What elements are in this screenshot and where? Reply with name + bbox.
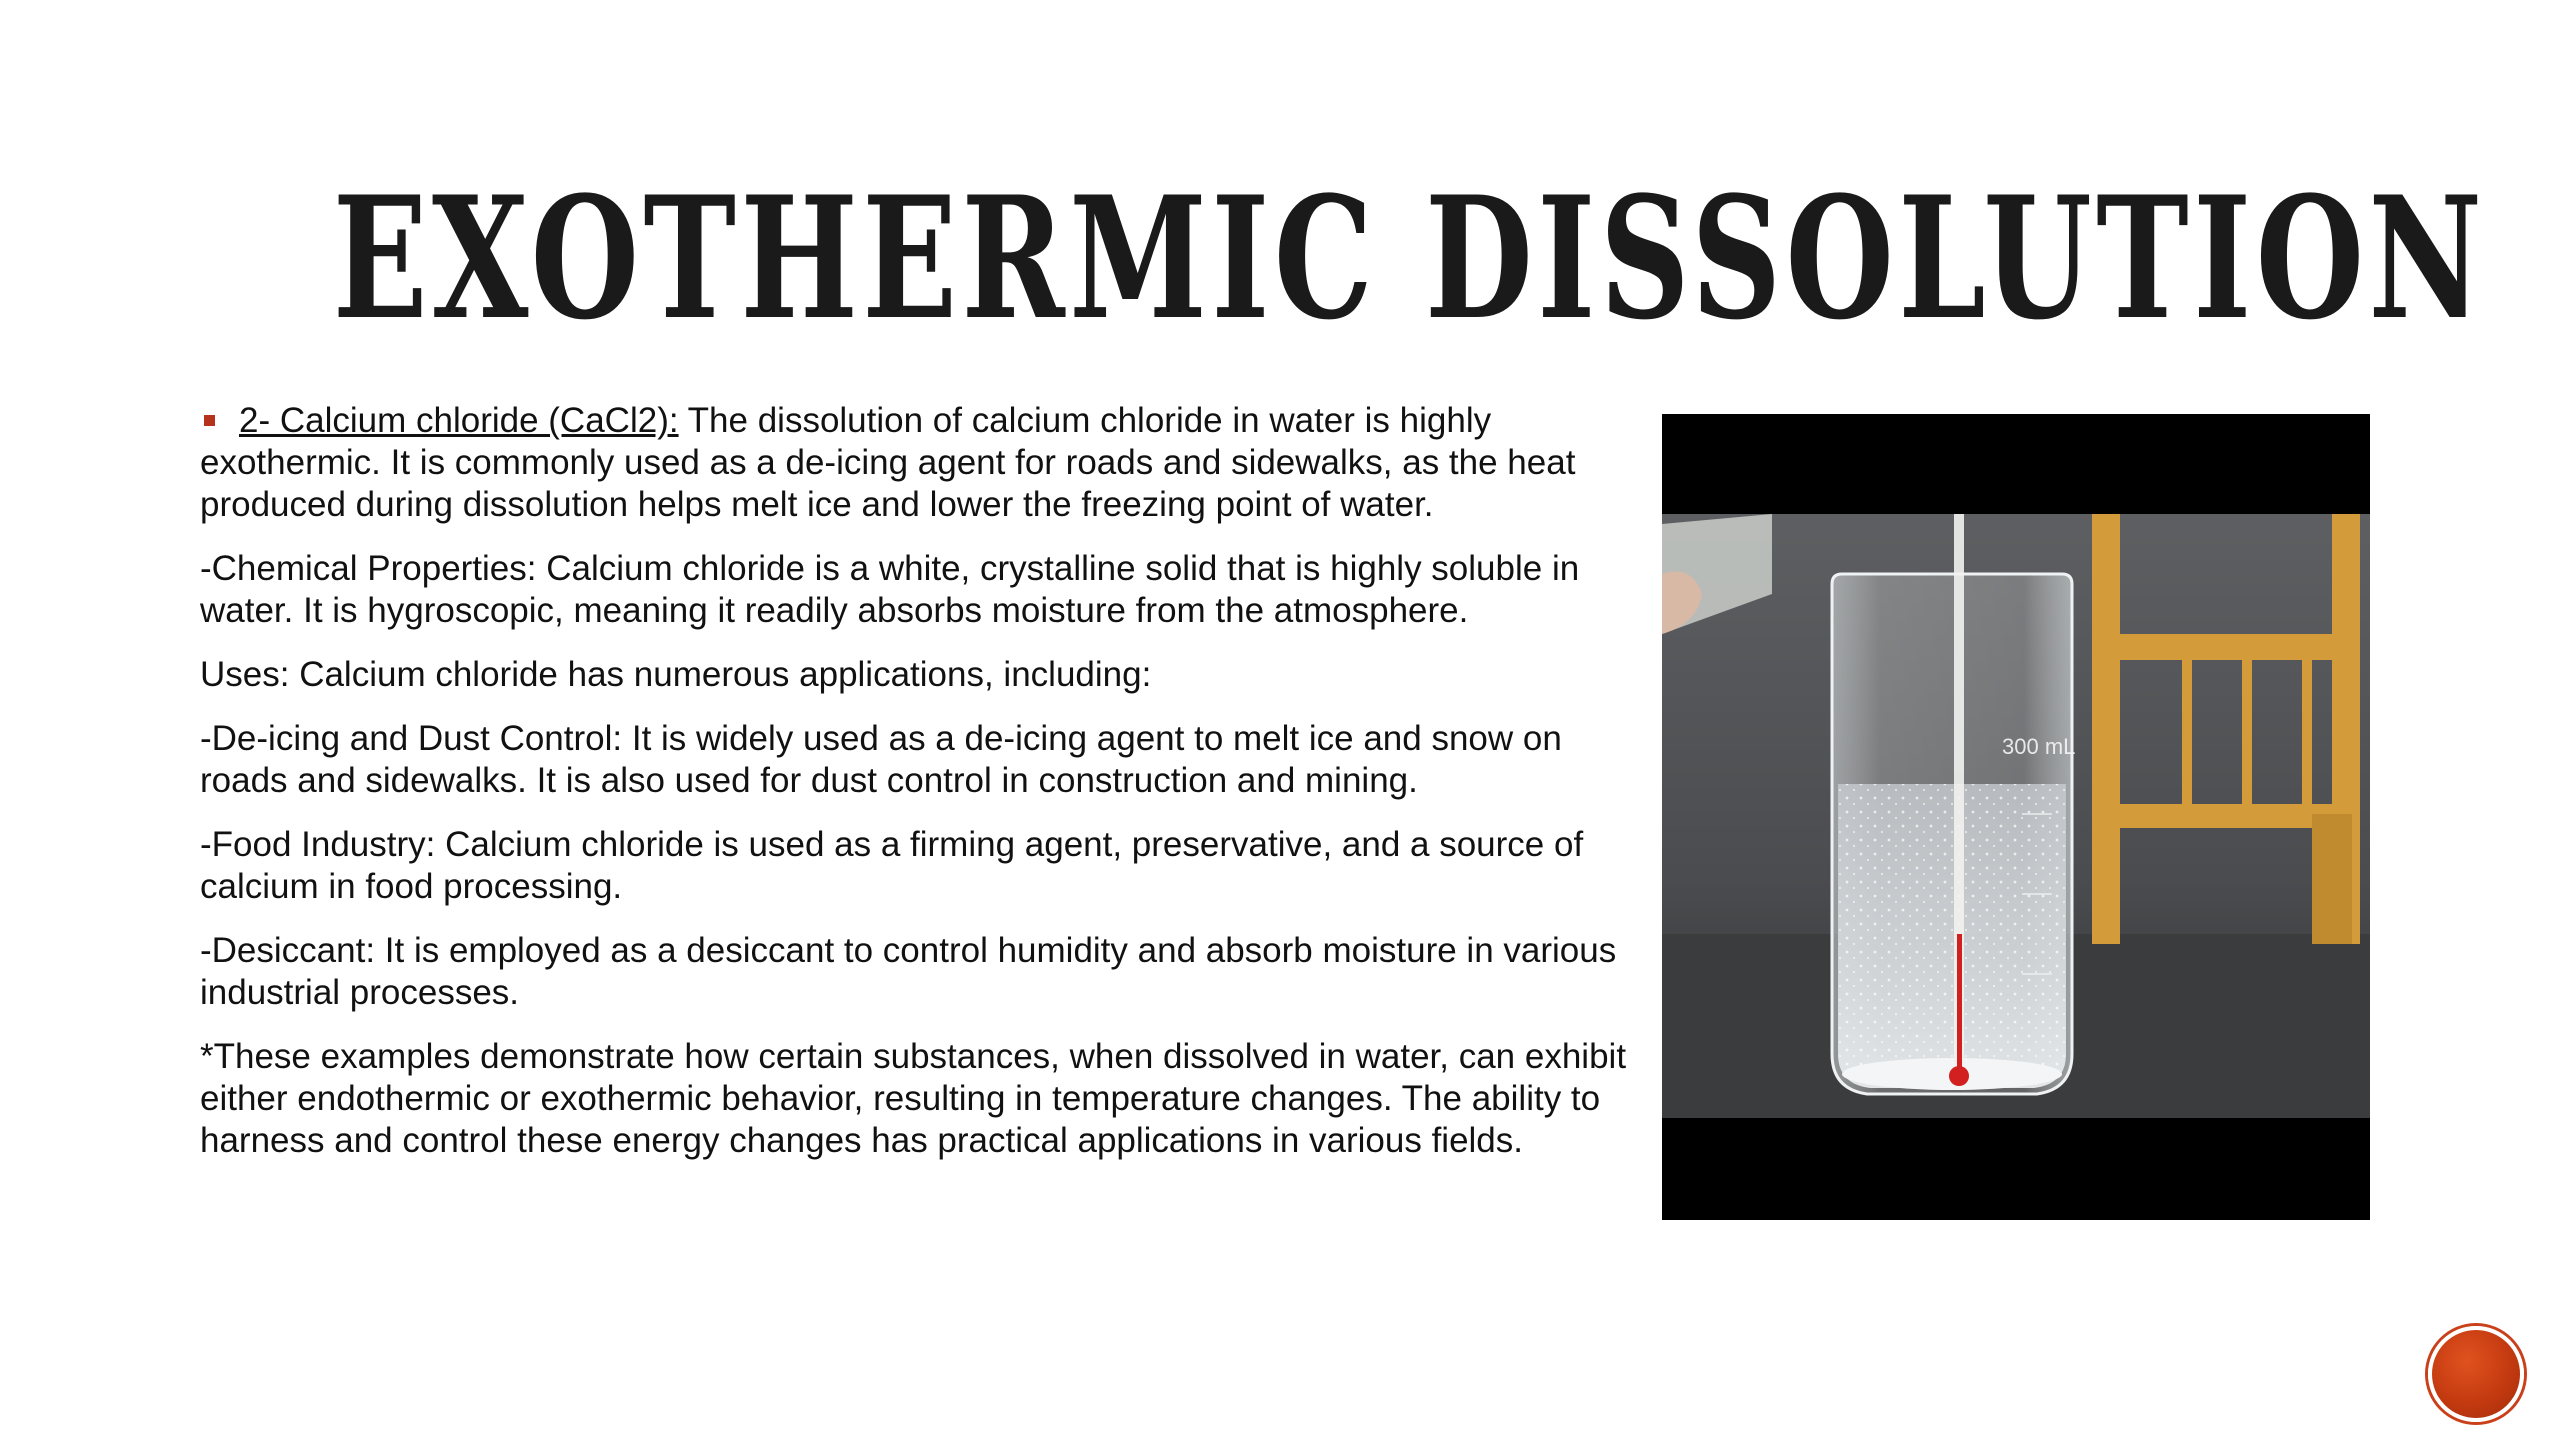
next-slide-button[interactable] bbox=[2428, 1326, 2524, 1422]
bullet-text: The dissolution of calcium chloride in water is highly exothermic. It is commonly used as a de-icing agent for roads and sidewalks, as the heat produced during dissolution helps melt ice and lower the freezing point of water. bbox=[200, 401, 1576, 524]
paragraph-chemical-properties: -Chemical Properties: Calcium chloride is a white, crystalline solid that is highly soluble in water. It is hygroscopic, meaning it readily absorbs moisture from the atmosphere. bbox=[200, 549, 1580, 630]
slide-title: EXOTHERMIC DISSOLUTION bbox=[332, 159, 2487, 357]
paragraph-food-industry: -Food Industry: Calcium chloride is used as a firming agent, preservative, and a source of calcium in food processing. bbox=[200, 825, 1584, 906]
paragraph-de-icing: -De-icing and Dust Control: It is widely used as a de-icing agent to melt ice and snow on roads and sidewalks. It is also used for dust control in construction and mining. bbox=[200, 719, 1562, 800]
bullet-paragraph bbox=[200, 400, 1630, 526]
slide-body bbox=[200, 400, 1630, 1184]
paragraph-summary: *These examples demonstrate how certain substances, when dissolved in water, can exhibit either endothermic or exothermic behavior, resulting in temperature changes. The ability to harness and control these energy changes has practical applications in various fields. bbox=[200, 1037, 1627, 1160]
bullet-heading: 2- Calcium chloride (CaCl2): bbox=[239, 401, 679, 440]
beaker-volume-mark: 300 mL bbox=[2002, 734, 2076, 759]
square-bullet-icon bbox=[204, 415, 215, 426]
beaker-photo bbox=[1662, 414, 2370, 1220]
beaker-photo-illustration bbox=[1662, 514, 2370, 1118]
paragraph-desiccant: -Desiccant: It is employed as a desiccant to control humidity and absorb moisture in various industrial processes. bbox=[200, 931, 1617, 1012]
paragraph-uses: Uses: Calcium chloride has numerous applications, including: bbox=[200, 655, 1152, 694]
